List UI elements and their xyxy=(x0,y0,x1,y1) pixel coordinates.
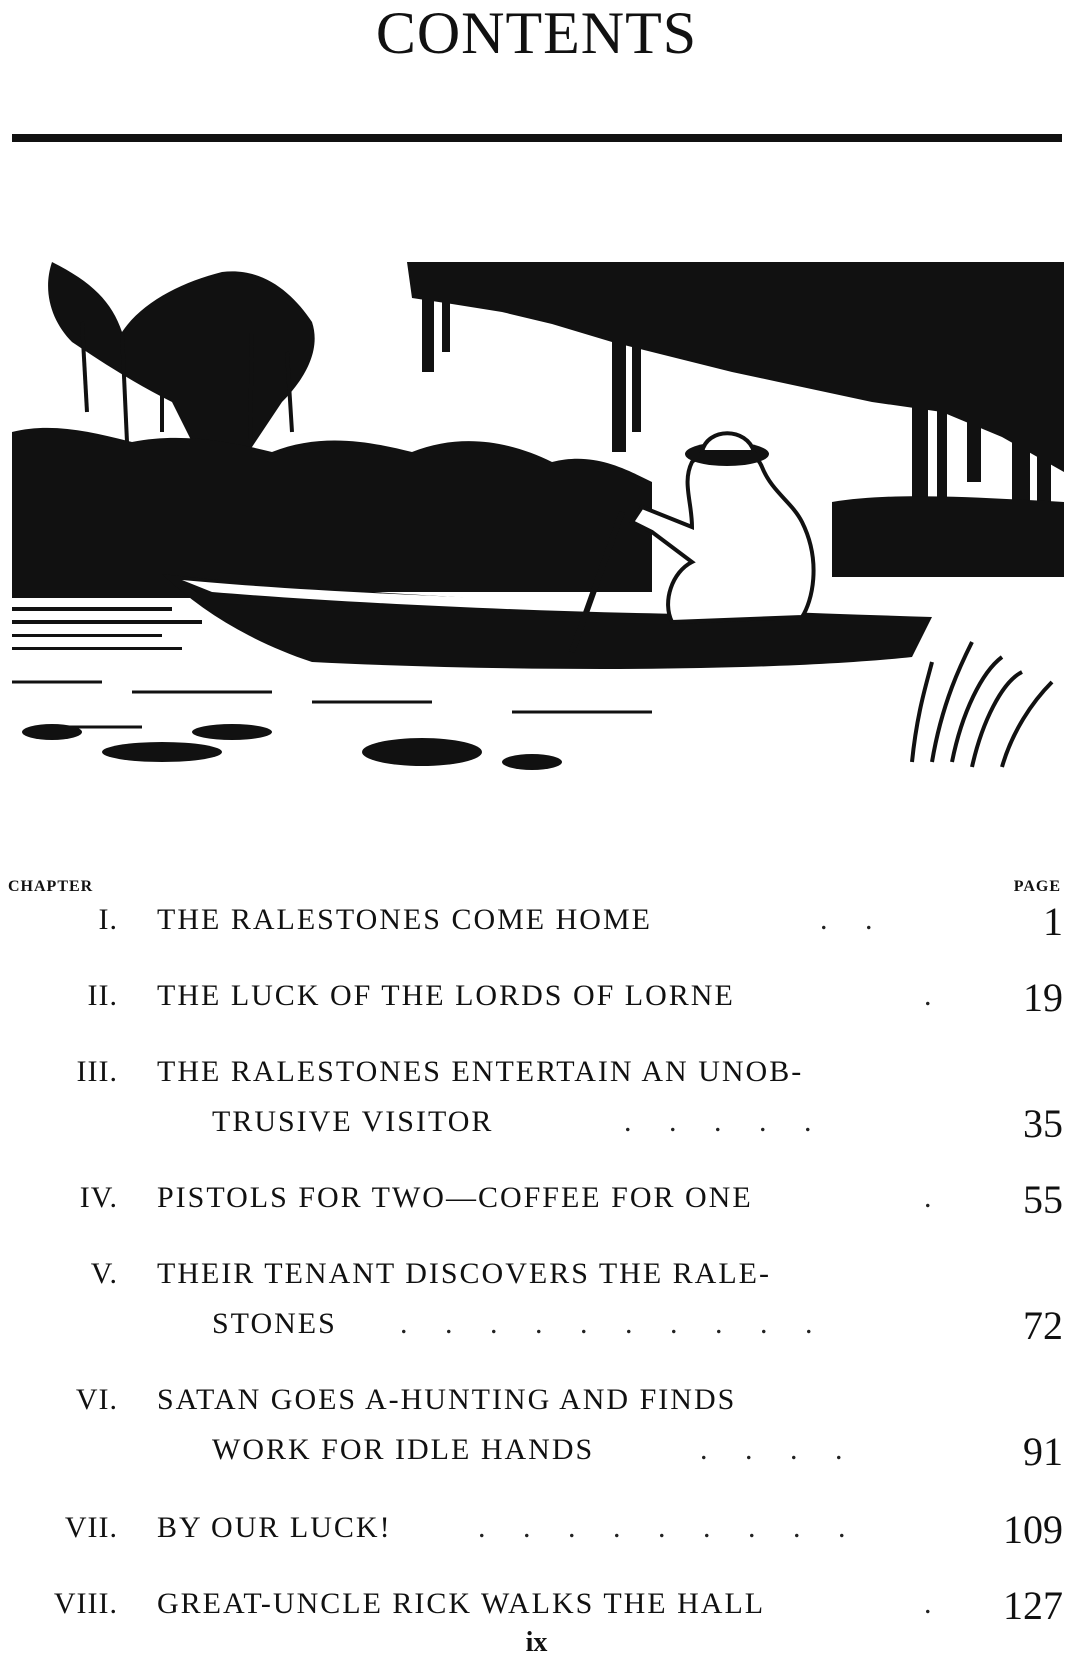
chapter-page: 109 xyxy=(1003,1507,1063,1552)
chapter-number: III. xyxy=(76,1055,118,1088)
chapter-number: V. xyxy=(90,1257,118,1290)
chapter-number: I. xyxy=(98,903,118,936)
leader-dots: . xyxy=(924,1587,932,1620)
chapter-number: VIII. xyxy=(53,1587,118,1620)
chapter-number: IV. xyxy=(79,1181,118,1214)
leader-dots: . xyxy=(924,1181,932,1214)
chapter-page: 1 xyxy=(1043,899,1063,944)
chapter-title-line-1: THE RALESTONES ENTERTAIN AN UNOB- xyxy=(157,1055,804,1088)
chapter-title-line-2: WORK FOR IDLE HANDS xyxy=(212,1433,595,1466)
page-column-header: PAGE xyxy=(1013,878,1061,895)
chapter-title: THE RALESTONES COME HOME xyxy=(157,903,652,936)
chapter-page: 19 xyxy=(1023,975,1063,1020)
chapter-page: 55 xyxy=(1023,1177,1063,1222)
chapter-title-line-1: THEIR TENANT DISCOVERS THE RALE- xyxy=(157,1257,771,1290)
chapter-title: GREAT-UNCLE RICK WALKS THE HALL xyxy=(157,1587,766,1620)
title-rule xyxy=(12,134,1062,142)
chapter-number: II. xyxy=(87,979,118,1012)
chapter-title-line-2: TRUSIVE VISITOR xyxy=(212,1105,494,1138)
leader-dots: . . . . . xyxy=(624,1105,812,1138)
chapter-column-header: CHAPTER xyxy=(8,878,94,895)
chapter-number: VI. xyxy=(75,1383,118,1416)
chapter-number: VII. xyxy=(64,1511,118,1544)
leader-dots: . . xyxy=(820,903,873,936)
leader-dots: . . . . xyxy=(700,1433,843,1466)
chapter-page: 72 xyxy=(1023,1303,1063,1348)
leader-dots: . . . . . . . . . . xyxy=(400,1307,813,1340)
chapter-title-line-2: STONES xyxy=(212,1307,337,1340)
chapter-title: PISTOLS FOR TWO—COFFEE FOR ONE xyxy=(157,1181,753,1214)
leader-dots: . xyxy=(924,979,932,1012)
chapter-page: 35 xyxy=(1023,1101,1063,1146)
leader-dots: . . . . . . . . . xyxy=(478,1511,846,1544)
chapter-page: 127 xyxy=(1003,1583,1063,1628)
chapter-title-line-1: SATAN GOES A-HUNTING AND FINDS xyxy=(157,1383,737,1416)
chapter-title: BY OUR LUCK! xyxy=(157,1511,392,1544)
chapter-title: THE LUCK OF THE LORDS OF LORNE xyxy=(157,979,735,1012)
chapter-page: 91 xyxy=(1023,1429,1063,1474)
page-folio: ix xyxy=(525,1627,548,1658)
bayou-illustration xyxy=(12,262,1064,802)
page-title: CONTENTS xyxy=(375,0,698,66)
